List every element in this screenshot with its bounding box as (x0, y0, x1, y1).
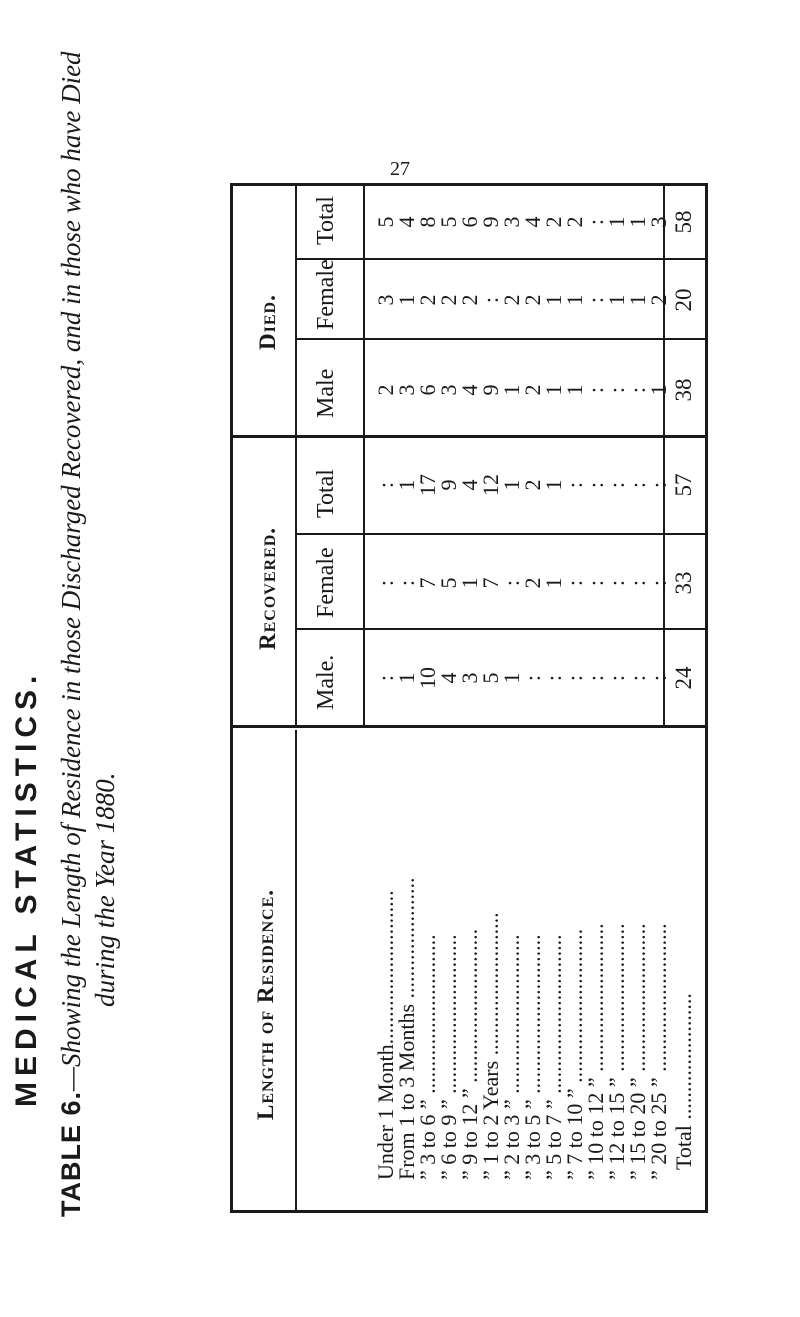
cell-died-total: 1 (604, 216, 629, 228)
cell-rec-female: : (604, 579, 629, 587)
cell-died-male: 1 (499, 384, 524, 396)
row-label: ” 3 to 5 ” ............................. (520, 934, 545, 1180)
cell-died-male: : (604, 386, 629, 394)
cell-rec-male: 1 (394, 672, 419, 684)
cell-rec-total: 12 (478, 474, 503, 496)
table-title (56, 51, 87, 1217)
cell-rec-female: 7 (415, 577, 440, 589)
cell-rec-total: : (583, 481, 608, 489)
cell-rec-total: 4 (457, 479, 482, 491)
page-number: 27 (390, 158, 410, 180)
row-label: Under 1 Month............................ (373, 890, 398, 1180)
cell-rec-female: : (499, 579, 524, 587)
rule-length-recovered (233, 725, 705, 728)
row-label: ” 6 to 9 ” ............................. (436, 934, 461, 1180)
cell-died-female: 1 (541, 294, 566, 306)
cell-rec-male: : (604, 674, 629, 682)
rule-under-group-headers (295, 185, 297, 725)
group-header-died: Died. (255, 294, 280, 350)
cell-rec-female: 7 (478, 577, 503, 589)
cell-rec-female: : (583, 579, 608, 587)
rule-col-4 (295, 338, 705, 340)
cell-rec-male: 1 (499, 672, 524, 684)
cell-died-female: 1 (625, 294, 650, 306)
total-died-female: 20 (671, 288, 696, 312)
rule-col-1 (295, 628, 705, 630)
cell-died-female: : (583, 296, 608, 304)
cell-died-total: 2 (562, 216, 587, 228)
cell-died-total: 4 (520, 216, 545, 228)
table-caption-line2-wrap (90, 117, 121, 1217)
cell-rec-total: : (646, 481, 671, 489)
cell-rec-total: 1 (541, 479, 566, 491)
row-label: ” 9 to 12 ” ............................ (457, 928, 482, 1180)
cell-died-female: 2 (415, 294, 440, 306)
cell-died-female: 1 (394, 294, 419, 306)
cell-died-total: 6 (457, 216, 482, 228)
col-header-died-male: Male (313, 368, 339, 418)
cell-died-male: 3 (436, 384, 461, 396)
cell-died-female: 2 (457, 294, 482, 306)
row-label: ” 15 to 20 ” ........................... (625, 923, 650, 1180)
cell-died-male: 1 (562, 384, 587, 396)
totals-label: Total ....................... (671, 993, 696, 1170)
cell-rec-female: : (646, 579, 671, 587)
cell-rec-male: 10 (415, 667, 440, 689)
cell-died-female: 3 (373, 294, 398, 306)
cell-died-male: 1 (541, 384, 566, 396)
cell-rec-female: 5 (436, 577, 461, 589)
cell-died-male: 9 (478, 384, 503, 396)
cell-died-total: 5 (436, 216, 461, 228)
cell-rec-male: : (583, 674, 608, 682)
row-label: ” 5 to 7 ” ............................. (541, 934, 566, 1180)
cell-rec-male: : (373, 674, 398, 682)
cell-died-female: 1 (562, 294, 587, 306)
cell-rec-female: 2 (520, 577, 545, 589)
row-label: From 1 to 3 Months ...................... (394, 877, 419, 1180)
total-rec-male: 24 (671, 666, 696, 690)
cell-rec-total: 2 (520, 479, 545, 491)
cell-died-male: 1 (646, 384, 671, 396)
cell-died-total: 2 (541, 216, 566, 228)
cell-died-female: 2 (499, 294, 524, 306)
table-label: TABLE 6. (56, 1090, 86, 1217)
group-header-length: Length of Residence. (253, 888, 278, 1120)
cell-rec-total: 9 (436, 479, 461, 491)
cell-died-total: 1 (625, 216, 650, 228)
cell-rec-female: : (562, 579, 587, 587)
col-header-rec-female: Female (313, 547, 339, 618)
cell-rec-male: : (625, 674, 650, 682)
total-died-male: 38 (671, 378, 696, 402)
cell-died-female: 2 (520, 294, 545, 306)
cell-died-male: 6 (415, 384, 440, 396)
table-caption-line1: —Showing the Length of Residence in those Discharged Recovered, and in those who have Died (56, 51, 86, 1091)
cell-rec-female: : (625, 579, 650, 587)
cell-died-male: 4 (457, 384, 482, 396)
cell-died-female: 1 (604, 294, 629, 306)
cell-rec-total: 1 (394, 479, 419, 491)
cell-died-male: 2 (520, 384, 545, 396)
cell-died-female: 2 (436, 294, 461, 306)
cell-rec-total: : (562, 481, 587, 489)
rule-col-5 (295, 258, 705, 260)
cell-rec-total: : (604, 481, 629, 489)
heading: MEDICAL STATISTICS. (10, 669, 43, 1107)
row-label: ” 20 to 25 ” ........................... (646, 923, 671, 1180)
cell-rec-male: 3 (457, 672, 482, 684)
col-header-rec-total: Total (313, 469, 339, 518)
cell-died-male: : (583, 386, 608, 394)
cell-rec-total: 1 (499, 479, 524, 491)
cell-rec-male: 4 (436, 672, 461, 684)
total-rec-female: 33 (671, 571, 696, 595)
col-header-rec-male: Male. (313, 654, 339, 710)
cell-rec-female: : (373, 579, 398, 587)
row-label: ” 3 to 6 ” ............................. (415, 934, 440, 1180)
cell-died-total: 8 (415, 216, 440, 228)
table-caption-line2: during the Year 1880. (90, 772, 120, 1007)
residence-table (230, 183, 708, 1213)
rule-col-2 (295, 533, 705, 535)
total-died-total: 58 (671, 210, 696, 234)
cell-died-total: 3 (646, 216, 671, 228)
rule-above-totals (663, 185, 665, 725)
cell-died-total: 5 (373, 216, 398, 228)
cell-died-total: 4 (394, 216, 419, 228)
cell-died-total: : (583, 218, 608, 226)
cell-rec-male: : (541, 674, 566, 682)
cell-rec-male: : (520, 674, 545, 682)
cell-rec-male: 5 (478, 672, 503, 684)
cell-died-male: : (625, 386, 650, 394)
rule-under-col-headers (363, 185, 365, 725)
row-label: ” 10 to 12 ” ........................... (583, 923, 608, 1180)
total-rec-total: 57 (671, 473, 696, 497)
cell-rec-female: 1 (457, 577, 482, 589)
cell-rec-total: : (373, 481, 398, 489)
cell-died-female: 2 (646, 294, 671, 306)
cell-died-female: : (478, 296, 503, 304)
cell-died-male: 2 (373, 384, 398, 396)
cell-died-total: 3 (499, 216, 524, 228)
row-label: ” 2 to 3 ” ............................. (499, 934, 524, 1180)
cell-rec-total: 17 (415, 474, 440, 496)
col-header-died-total: Total (313, 196, 339, 245)
cell-rec-female: 1 (541, 577, 566, 589)
rule-under-length-header (295, 730, 297, 1210)
cell-rec-male: : (562, 674, 587, 682)
col-header-died-female: Female (313, 259, 339, 330)
group-header-recovered: Recovered. (255, 526, 280, 650)
cell-rec-female: : (394, 579, 419, 587)
cell-rec-male: : (646, 674, 671, 682)
cell-rec-total: : (625, 481, 650, 489)
rule-recovered-died (233, 435, 705, 438)
row-label: ” 12 to 15 ” ........................... (604, 923, 629, 1180)
cell-died-male: 3 (394, 384, 419, 396)
cell-died-total: 9 (478, 216, 503, 228)
row-label: ” 1 to 2 Years .......................... (478, 912, 503, 1180)
row-label: ” 7 to 10 ” ............................ (562, 928, 587, 1180)
